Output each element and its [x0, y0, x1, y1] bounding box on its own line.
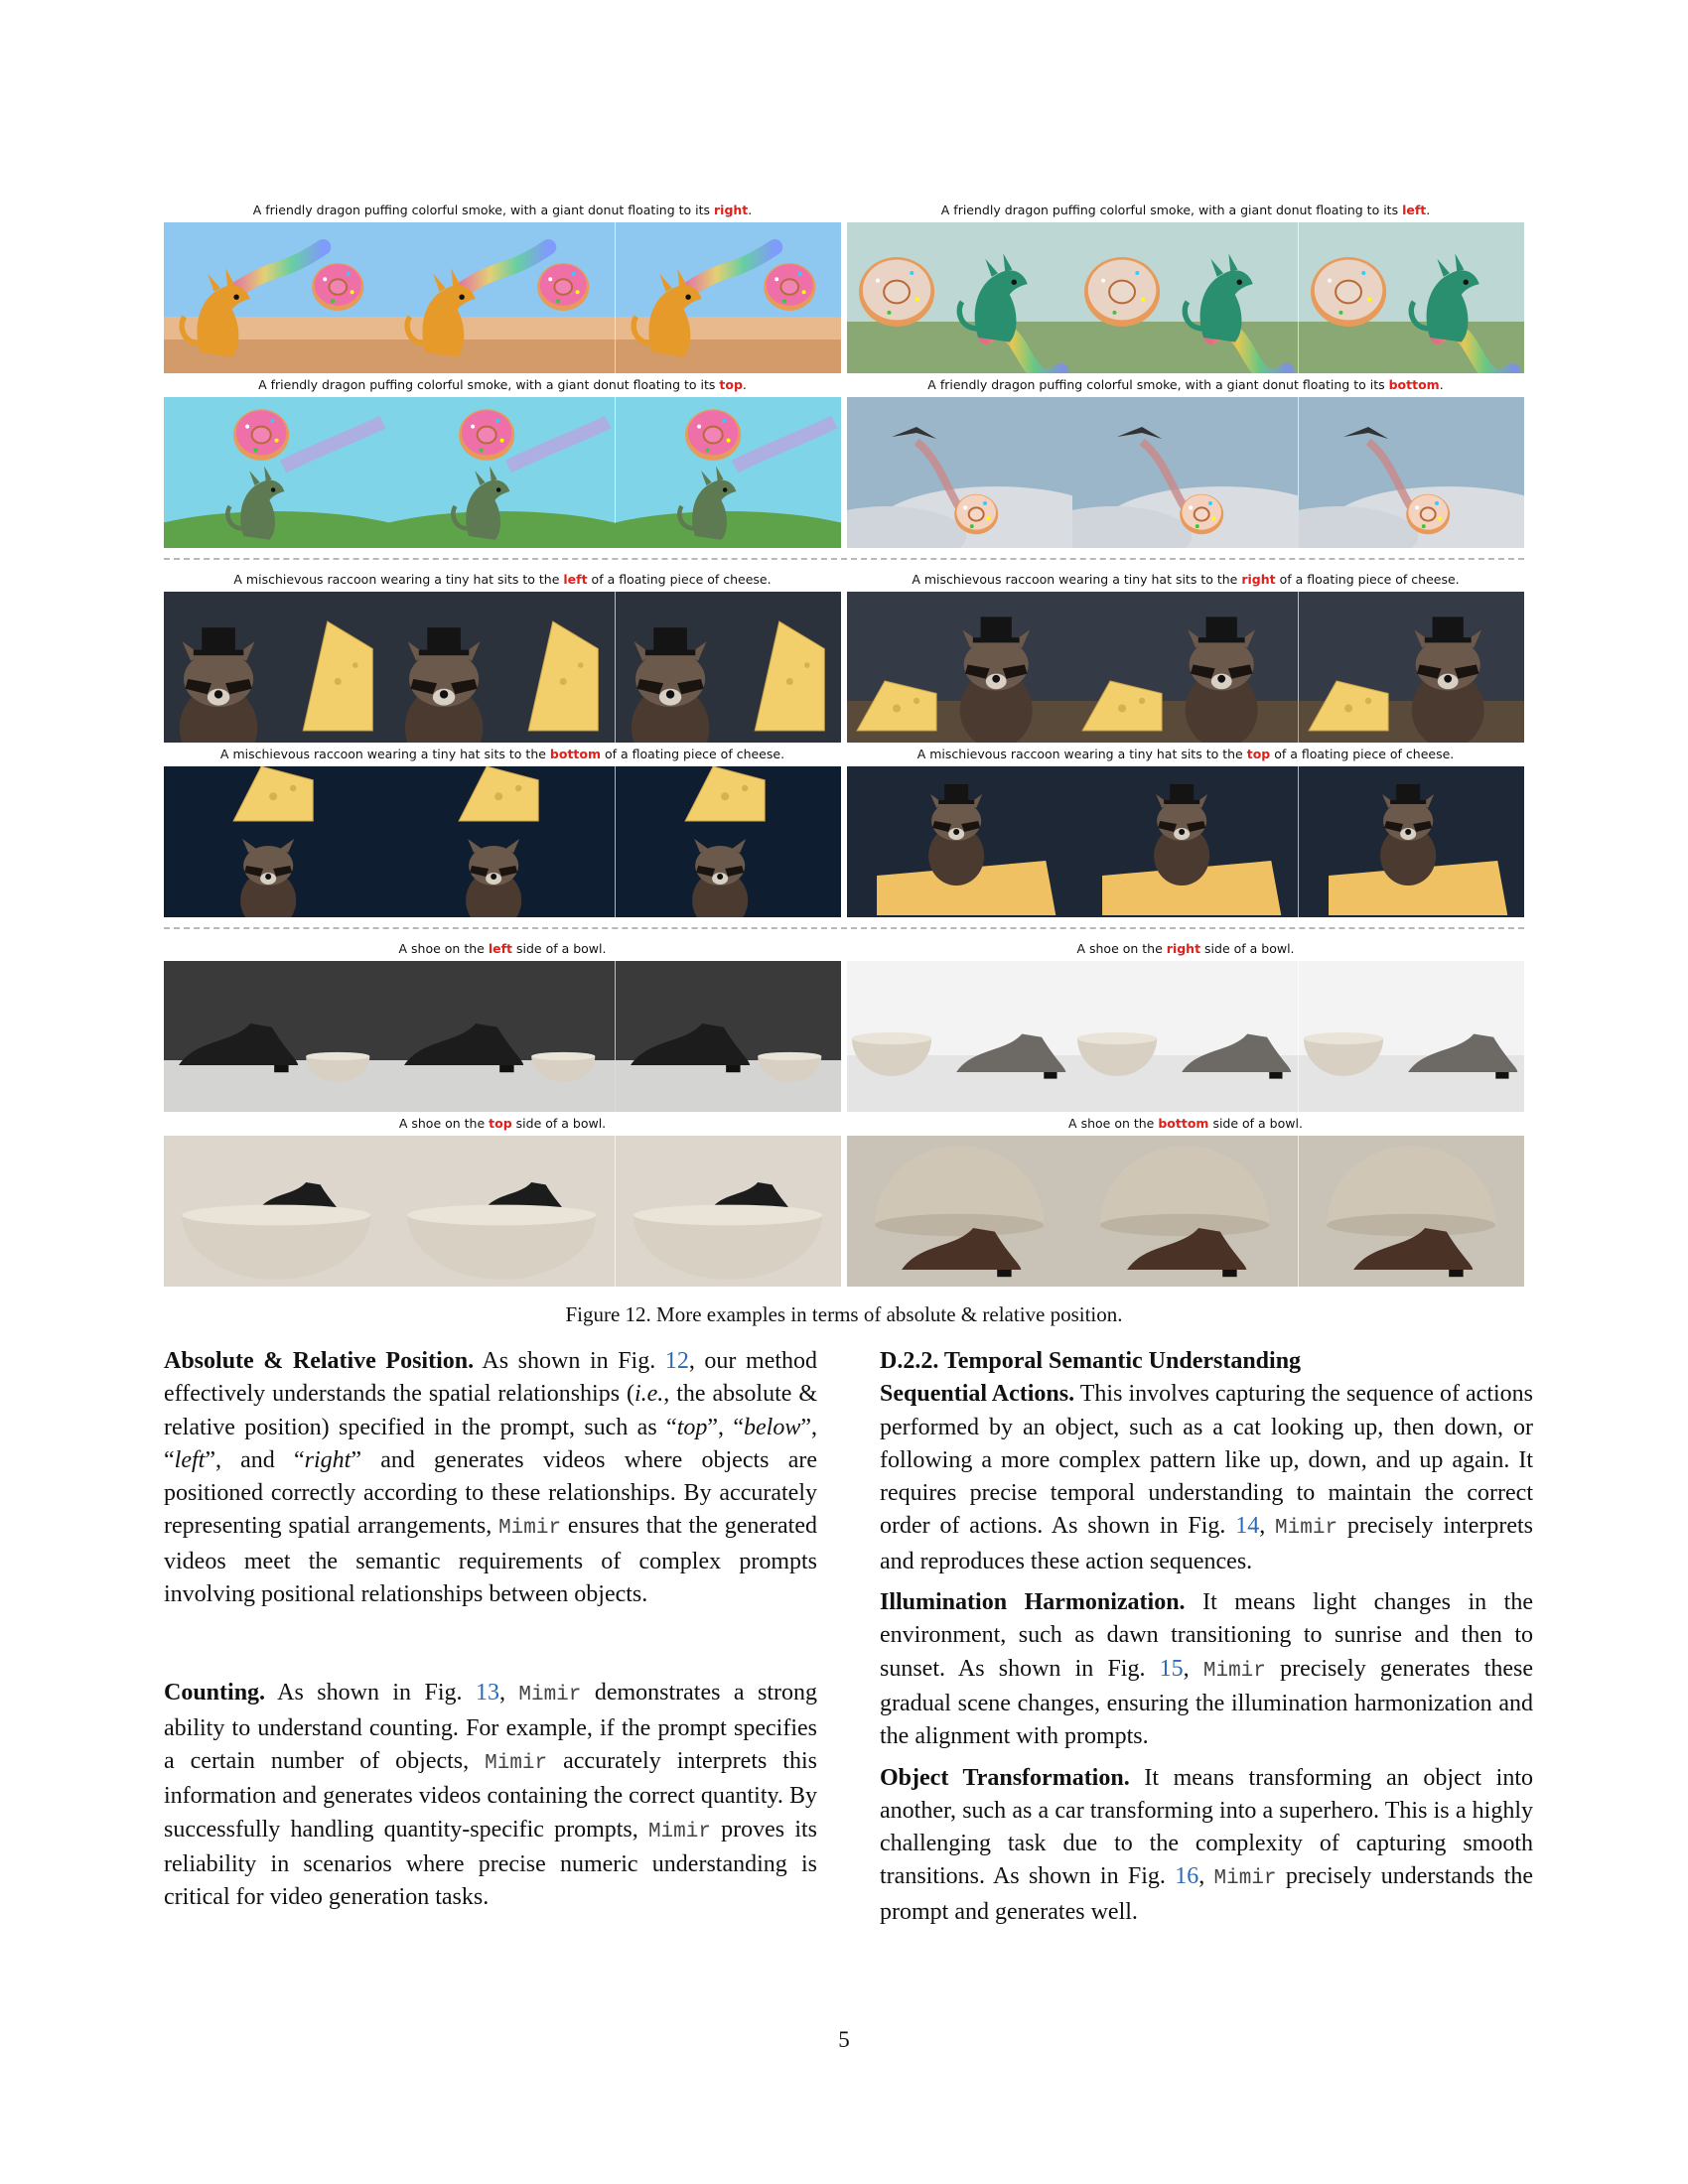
figure-group	[164, 568, 1524, 917]
method-name: Mimir	[647, 1820, 711, 1843]
position-keyword: bottom	[549, 747, 602, 761]
panel-prompt: A friendly dragon puffing colorful smoke, with a giant donut floating to its top.	[258, 377, 747, 392]
video-frame-strip	[164, 397, 841, 548]
position-keyword: top	[719, 377, 743, 392]
paragraph-absolute-relative-position: Absolute & Relative Position. As shown in Fig. 12, our method effectively understands the spatial relationships (i.e., the absolute & relative position) specified in the prompt, such as “top”, “below”, “left”, and “right” and generates videos where objects are positioned correctly according to these relationships. By accurately representing spatial arrangements, Mimir ensures that the generated videos meet the semantic requirements of complex prompts involving positional relationships between objects.	[164, 1348, 818, 1608]
figure-ref-link[interactable]: 16	[1175, 1863, 1199, 1890]
position-keyword: right	[714, 203, 749, 217]
video-frame-image	[389, 397, 615, 548]
figure-row	[164, 937, 1524, 1112]
figure-ref-link[interactable]: 12	[664, 1348, 689, 1374]
video-frame-image	[847, 766, 1072, 917]
video-frame-image	[389, 222, 615, 373]
figure-ref-link[interactable]: 15	[1159, 1655, 1184, 1682]
video-frame-image	[389, 766, 615, 917]
video-frame-image	[616, 961, 841, 1112]
figure-group	[164, 937, 1524, 1287]
figure-caption: Figure 12. More examples in terms of absolute & relative position.	[565, 1302, 1123, 1326]
figure-ref-link[interactable]: 14	[1235, 1513, 1260, 1540]
panel-prompt: A shoe on the bottom side of a bowl.	[1068, 1116, 1303, 1131]
video-frame-image	[1072, 222, 1298, 373]
figure-row	[164, 568, 1524, 743]
video-frame-image	[616, 592, 841, 743]
figure-row	[164, 743, 1524, 917]
video-frame-image	[164, 397, 389, 548]
panel-prompt: A mischievous raccoon wearing a tiny hat sits to the bottom of a floating piece of cheese.	[219, 747, 785, 761]
figure-panel-raccoon-left	[164, 568, 841, 743]
panel-prompt: A mischievous raccoon wearing a tiny hat sits to the right of a floating piece of cheese.	[912, 572, 1460, 587]
figure-panel-shoe-top	[164, 1112, 841, 1287]
video-frame-image	[1299, 592, 1524, 743]
video-frame-strip	[847, 592, 1524, 743]
runin-heading: Object Transformation.	[880, 1764, 1130, 1791]
video-frame-image	[164, 961, 389, 1112]
video-frame-strip	[847, 397, 1524, 548]
video-frame-image	[1299, 961, 1524, 1112]
position-keyword: right	[1241, 572, 1276, 587]
video-frame-image	[847, 961, 1072, 1112]
figure-row	[164, 1112, 1524, 1287]
figure-row	[164, 373, 1524, 548]
video-frame-image	[1072, 592, 1298, 743]
video-frame-image	[847, 397, 1072, 548]
video-frame-image	[1299, 1136, 1524, 1287]
right-column	[880, 1345, 1533, 1929]
video-frame-image	[847, 222, 1072, 373]
video-frame-image	[616, 1136, 841, 1287]
video-frame-strip	[164, 592, 841, 743]
video-frame-image	[1072, 961, 1298, 1112]
position-keyword: bottom	[1158, 1116, 1209, 1131]
figure-group-separator	[164, 927, 1524, 929]
video-frame-strip	[847, 961, 1524, 1112]
video-frame-image	[389, 1136, 615, 1287]
position-keyword: left	[1402, 203, 1427, 217]
video-frame-strip	[164, 222, 841, 373]
method-name: Mimir	[1213, 1867, 1277, 1891]
video-frame-strip	[164, 1136, 841, 1287]
method-name: Mimir	[1275, 1517, 1338, 1541]
video-frame-strip	[164, 961, 841, 1112]
left-column	[164, 1345, 817, 1914]
figure-panel-raccoon-top	[847, 743, 1524, 917]
method-name: Mimir	[1202, 1659, 1266, 1683]
figure-row	[164, 199, 1524, 373]
video-frame-image	[389, 592, 615, 743]
video-frame-image	[164, 222, 389, 373]
video-frame-image	[164, 1136, 389, 1287]
figure-panel-dragon-top	[164, 373, 841, 548]
video-frame-image	[1072, 766, 1298, 917]
panel-prompt: A shoe on the top side of a bowl.	[398, 1116, 607, 1131]
video-frame-image	[1299, 222, 1524, 373]
panel-prompt: A mischievous raccoon wearing a tiny hat sits to the top of a floating piece of cheese.	[916, 747, 1455, 761]
figure-panel-shoe-left	[164, 937, 841, 1112]
panel-prompt: A mischievous raccoon wearing a tiny hat sits to the left of a floating piece of cheese.	[233, 572, 772, 587]
video-frame-image	[1072, 1136, 1298, 1287]
figure-12	[164, 199, 1524, 1287]
runin-heading: Counting.	[164, 1680, 266, 1706]
video-frame-image	[847, 1136, 1072, 1287]
figure-group-separator	[164, 558, 1524, 560]
figure-panel-dragon-left	[847, 199, 1524, 373]
panel-prompt: A friendly dragon puffing colorful smoke, with a giant donut floating to its left.	[940, 203, 1431, 217]
runin-heading: Illumination Harmonization.	[880, 1589, 1186, 1616]
paragraph-sequential-actions: Sequential Actions. This involves capturing the sequence of actions performed by an object, such as a cat looking up, then down, or following a more complex pattern like up, down, and up again. It requires precise temporal understanding to maintain the correct order of actions. As shown in Fig. 14, Mimir precisely interprets and reproduces these action sequences.	[880, 1381, 1534, 1574]
figure-group	[164, 199, 1524, 548]
panel-prompt: A shoe on the right side of a bowl.	[1076, 941, 1295, 956]
position-keyword: right	[1166, 941, 1201, 956]
video-frame-image	[164, 766, 389, 917]
method-name: Mimir	[518, 1684, 582, 1707]
video-frame-strip	[847, 1136, 1524, 1287]
position-keyword: top	[489, 1116, 512, 1131]
method-name: Mimir	[485, 1751, 548, 1775]
position-keyword: left	[488, 941, 513, 956]
video-frame-image	[616, 766, 841, 917]
video-frame-image	[164, 592, 389, 743]
runin-heading: Absolute & Relative Position.	[164, 1348, 475, 1374]
page-number: 5	[838, 2027, 850, 2052]
figure-panels	[164, 199, 1524, 1287]
panel-prompt: A friendly dragon puffing colorful smoke, with a giant donut floating to its right.	[252, 203, 753, 217]
video-frame-image	[1299, 397, 1524, 548]
figure-panel-raccoon-right	[847, 568, 1524, 743]
figure-ref-link[interactable]: 13	[475, 1680, 499, 1706]
video-frame-image	[389, 961, 615, 1112]
subsection-heading: D.2.2. Temporal Semantic Understanding	[880, 1348, 1302, 1374]
figure-panel-shoe-bottom	[847, 1112, 1524, 1287]
paragraph-counting: Counting. As shown in Fig. 13, Mimir demonstrates a strong ability to understand counting. For example, if the prompt specifies a certain number of objects, Mimir accurately interprets this information and generates videos containing the correct quantity. By successfully handling quantity-specific prompts, Mimir proves its reliability in scenarios where precise numeric understanding is critical for video generation tasks.	[164, 1680, 817, 1911]
position-keyword: left	[563, 572, 588, 587]
figure-panel-dragon-bottom	[847, 373, 1524, 548]
panel-prompt: A friendly dragon puffing colorful smoke, with a giant donut floating to its bottom.	[927, 377, 1444, 392]
video-frame-image	[847, 592, 1072, 743]
runin-heading: Sequential Actions.	[880, 1381, 1075, 1408]
video-frame-strip	[847, 222, 1524, 373]
position-keyword: top	[1246, 747, 1271, 761]
position-keyword: bottom	[1388, 377, 1440, 392]
paragraph-object-transformation: Object Transformation. It means transforming an object into another, such as a car transforming into a superhero. This is a highly challenging task due to the complexity of capturing smooth transitions. As shown in Fig. 16, Mimir precisely understands the prompt and generates well.	[880, 1764, 1534, 1925]
figure-panel-dragon-right	[164, 199, 841, 373]
video-frame-image	[1072, 397, 1298, 548]
method-name: Mimir	[498, 1517, 562, 1541]
figure-panel-raccoon-bottom	[164, 743, 841, 917]
video-frame-strip	[164, 766, 841, 917]
paragraph-illumination-harmonization: Illumination Harmonization. It means light changes in the environment, such as dawn transitioning to sunrise and then to sunset. As shown in Fig. 15, Mimir precisely generates these gradual scene changes, ensuring the illumination harmonization and the alignment with prompts.	[880, 1589, 1534, 1750]
video-frame-image	[616, 397, 841, 548]
video-frame-image	[1299, 766, 1524, 917]
panel-prompt: A shoe on the left side of a bowl.	[398, 941, 607, 956]
figure-panel-shoe-right	[847, 937, 1524, 1112]
video-frame-strip	[847, 766, 1524, 917]
video-frame-image	[616, 222, 841, 373]
